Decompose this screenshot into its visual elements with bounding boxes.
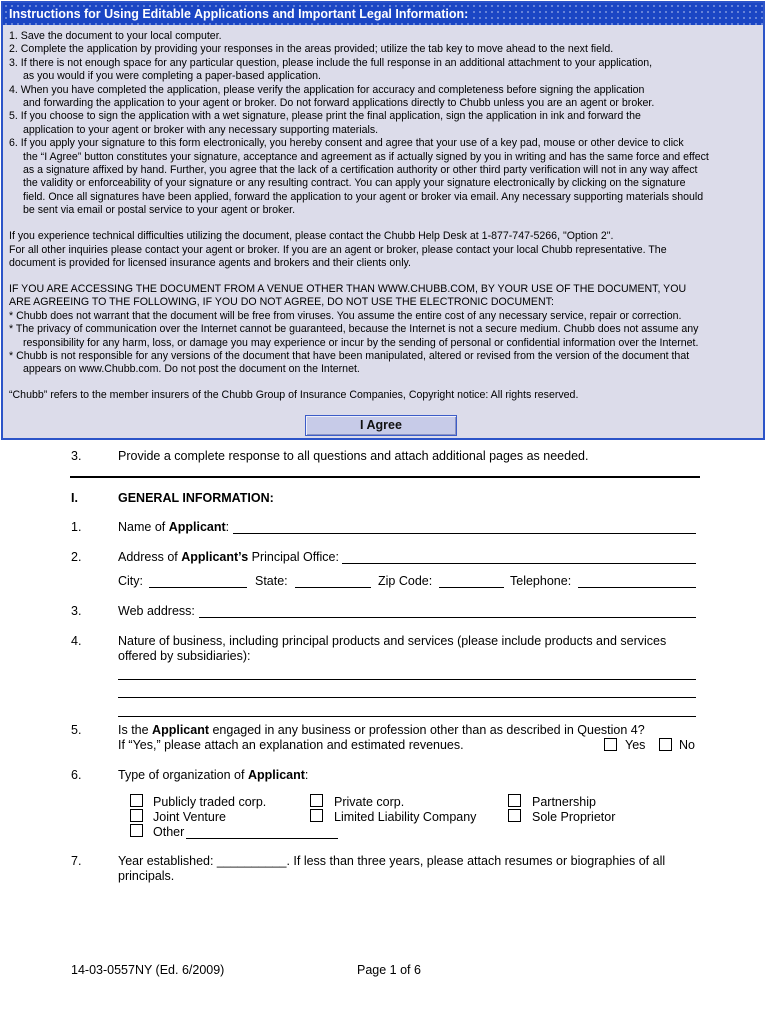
- q5-label-line1: Is the Applicant engaged in any business or profession other than as described in Question 4?: [118, 723, 645, 737]
- q4-number: 4.: [71, 634, 82, 648]
- q7-label-line1: Year established: __________. If less than three years, please attach resumes or biographies of all: [118, 854, 666, 868]
- help-line: For all other inquiries please contact your agent or broker. If you are an agent or broker, please contact your local Chubb representative. The: [9, 243, 667, 256]
- year-established-field[interactable]: __________: [216, 854, 287, 868]
- legal-line: * Chubb does not warrant that the document will be free from viruses. You assume the entire cost of any necessary service, repair or correction.: [9, 309, 682, 322]
- q5-number: 5.: [71, 723, 82, 737]
- q7-label-line2: principals.: [118, 869, 175, 883]
- nature-of-business-field[interactable]: [118, 679, 696, 680]
- page-number: Page 1 of 6: [357, 963, 421, 977]
- partnership-checkbox[interactable]: [508, 794, 521, 807]
- state-field[interactable]: [295, 587, 371, 588]
- instruction-item: the “I Agree” button constitutes your signature, acceptance and agreement as if actually signed by you in writing and has the same force and effect: [23, 150, 709, 163]
- q6-label: Type of organization of Applicant:: [118, 768, 309, 782]
- zip-label: Zip Code:: [378, 574, 433, 588]
- instruction-item: 3. If there is not enough space for any particular question, please include the full response in an additional attachment to your application,: [9, 56, 653, 69]
- legal-line: ARE AGREEING TO THE FOLLOWING, IF YOU DO NOT AGREE, DO NOT USE THE ELECTRONIC DOCUMENT:: [9, 296, 554, 309]
- item-3-number: 3.: [71, 449, 82, 463]
- publicly-traded-label: Publicly traded corp.: [153, 795, 267, 809]
- copyright-notice: “Chubb” refers to the member insurers of the Chubb Group of Insurance Companies, Copyright notice: All rights reserved.: [9, 389, 579, 402]
- principal-office-field[interactable]: [342, 563, 696, 564]
- instruction-item: 6. If you apply your signature to this form electronically, you hereby consent and agree that your use of a key pad, mouse or other device to click: [9, 137, 684, 150]
- q6-number: 6.: [71, 768, 82, 782]
- instruction-item: as you would if you were completing a paper-based application.: [23, 70, 321, 83]
- help-line: If you experience technical difficulties utilizing the document, please contact the Chubb Help Desk at 1-877-747-5266, "Option 2".: [9, 230, 614, 243]
- legal-line: IF YOU ARE ACCESSING THE DOCUMENT FROM A VENUE OTHER THAN WWW.CHUBB.COM, BY YOUR USE OF THE DOCUMENT, YOU: [9, 282, 687, 295]
- city-field[interactable]: [149, 587, 247, 588]
- yes-label: Yes: [625, 738, 646, 752]
- instructions-body: [9, 30, 755, 403]
- section-title: GENERAL INFORMATION:: [118, 491, 274, 505]
- zip-field[interactable]: [439, 587, 504, 588]
- instruction-item: 2. Complete the application by providing your responses in the areas provided; utilize the tab key to move ahead to the next field.: [9, 43, 614, 56]
- city-label: City:: [118, 574, 143, 588]
- llc-checkbox[interactable]: [310, 809, 323, 822]
- instruction-item: the validity or enforceability of your signature or any resulting contract. You can apply your signature electronically by clicking on the signature: [23, 177, 686, 190]
- no-checkbox[interactable]: [659, 738, 672, 751]
- instruction-item: 1. Save the document to your local computer.: [9, 30, 222, 42]
- legal-line: appears on www.Chubb.com. Do not post the document on the Internet.: [23, 363, 360, 376]
- no-label: No: [679, 738, 695, 752]
- form-code: 14-03-0557NY (Ed. 6/2009): [71, 963, 225, 977]
- instruction-item: be sent via email or postal service to your agent or broker.: [23, 204, 296, 217]
- q2-number: 2.: [71, 550, 82, 564]
- private-corp-label: Private corp.: [334, 795, 405, 809]
- telephone-field[interactable]: [578, 587, 696, 588]
- nature-of-business-field[interactable]: [118, 697, 696, 698]
- q3-number: 3.: [71, 604, 82, 618]
- q4-label-line2: offered by subsidiaries):: [118, 649, 251, 663]
- llc-label: Limited Liability Company: [334, 810, 477, 824]
- joint-venture-checkbox[interactable]: [130, 809, 143, 822]
- other-field[interactable]: [186, 838, 338, 839]
- legal-line: * Chubb is not responsible for any versions of the document that have been manipulated, altered or revised from the version of the document that: [9, 349, 690, 362]
- help-line: document is provided for licensed insurance agents and brokers and their clients only.: [9, 257, 412, 269]
- partnership-label: Partnership: [532, 795, 596, 809]
- instructions-header: Instructions for Using Editable Applications and Important Legal Information:: [3, 3, 763, 25]
- q3-label: Web address:: [118, 604, 195, 618]
- instruction-item: 4. When you have completed the application, please verify the application for accuracy and completeness before signing the application: [9, 83, 645, 96]
- publicly-traded-checkbox[interactable]: [130, 794, 143, 807]
- web-address-field[interactable]: [199, 617, 696, 618]
- sole-proprietor-label: Sole Proprietor: [532, 810, 616, 824]
- yes-checkbox[interactable]: [604, 738, 617, 751]
- item-3-text: Provide a complete response to all questions and attach additional pages as needed.: [118, 449, 589, 463]
- instruction-item: as a signature affixed by hand. Further, you agree that the lack of a certification authority or other third party verification will not in any way affect: [23, 164, 698, 177]
- legal-line: * The privacy of communication over the Internet cannot be guaranteed, because the Internet is not a secure medium. Chubb does not assume any: [9, 323, 699, 336]
- q5-label-line2: If “Yes,” please attach an explanation and estimated revenues.: [118, 738, 464, 752]
- section-divider: [70, 476, 700, 478]
- instruction-item: and forwarding the application to your agent or broker. Do not forward applications directly to Chubb unless you are an agent or broker.: [23, 97, 655, 110]
- q4-label-line1: Nature of business, including principal products and services (please include products and services: [118, 634, 667, 648]
- instruction-item: 5. If you choose to sign the application with a wet signature, please print the final application, sign the application in ink and forward the: [9, 110, 641, 123]
- telephone-label: Telephone:: [510, 574, 572, 588]
- applicant-name-field[interactable]: [233, 533, 696, 534]
- private-corp-checkbox[interactable]: [310, 794, 323, 807]
- q2-label: Address of Applicant’s Principal Office:: [118, 550, 339, 564]
- other-checkbox[interactable]: [130, 824, 143, 837]
- q1-number: 1.: [71, 520, 82, 534]
- other-label: Other: [153, 825, 185, 839]
- q1-label: Name of Applicant:: [118, 520, 230, 534]
- joint-venture-label: Joint Venture: [153, 810, 226, 824]
- q7-number: 7.: [71, 854, 82, 868]
- legal-line: responsibility for any harm, loss, or damage you may experience or incur by the sending of personal or confidential information over the Internet.: [23, 336, 699, 349]
- instructions-panel: [1, 1, 765, 440]
- state-label: State:: [255, 574, 288, 588]
- instruction-item: field. Once all signatures have been applied, forward the application to your agent or broker via email. Any necessary supporting materials should: [23, 190, 704, 203]
- i-agree-button[interactable]: I Agree: [305, 415, 457, 436]
- instruction-item: application to your agent or broker with any necessary supporting materials.: [23, 123, 379, 136]
- sole-proprietor-checkbox[interactable]: [508, 809, 521, 822]
- section-number: I.: [71, 491, 78, 505]
- nature-of-business-field[interactable]: [118, 716, 696, 717]
